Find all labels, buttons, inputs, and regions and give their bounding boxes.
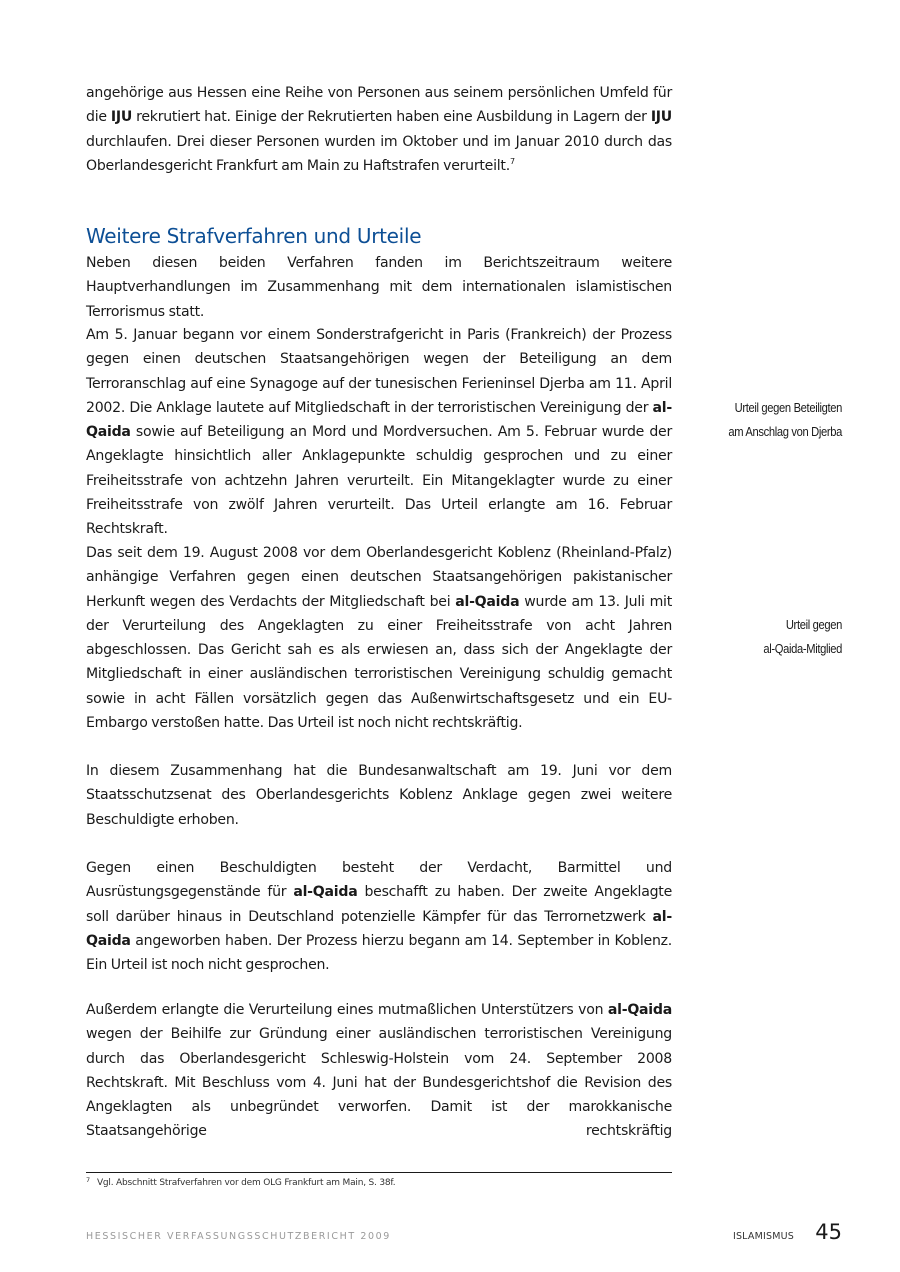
page-number: 45 [815,1220,842,1244]
margin-note-djerba: Urteil gegen Beteiligten am Anschlag von Djerba [728,400,842,439]
paragraph-beschuldigte: Gegen einen Beschuldigten besteht der Verdacht, Barmittel und Ausrüstungsgegenstände für al-Qaida beschafft zu haben. Der zweite Angeklagte soll darüber hinaus in Deutschland potenzielle Kämpfer für das Terrornetzwerk al-Qaida angeworben haben. Der Prozess hierzu begann am 14. September in Koblenz. Ein Urteil ist noch nicht gesprochen. [86,860,672,974]
paragraph-bundesanwaltschaft: In diesem Zusammenhang hat die Bundesanwaltschaft am 19. Juni vor dem Staatsschutzsenat des Oberlandesgerichts Koblenz Anklage gegen zwei weitere Beschuldigte erhoben. [86,763,672,828]
paragraph-djerba: Am 5. Januar begann vor einem Sonderstrafgericht in Paris (Frankreich) der Prozess gegen einen deutschen Staatsangehörigen wegen der Beteiligung an dem Terroranschlag auf eine Synagoge auf der tunesischen Ferieninsel Djerba am 11. April 2002. Die Anklage lautete auf Mitgliedschaft in der terroristischen Vereinigung der al-Qaida sowie auf Beteiligung an Mord und Mordversuchen. Am 5. Februar wurde der Angeklagte hinsichtlich aller Anklagepunkte schuldig gesprochen und zu einer Freiheitsstrafe von achtzehn Jahren verurteilt. Ein Mitangeklagter wurde zu einer Freiheitsstrafe von zwölf Jahren verurteilt. Das Urteil erlangte am 16. Februar Rechtskraft. [86,327,672,538]
footnote [86,1176,395,1188]
intro-paragraph: angehörige aus Hessen eine Reihe von Personen aus seinem persönlichen Umfeld für die IJU rekrutiert hat. Einige der Rekrutierten haben eine Ausbildung in Lagern der IJU durchlaufen. Drei dieser Personen wurden im Oktober und im Januar 2010 durch das Oberlandesgericht Frankfurt am Main zu Haftstrafen verurteilt.$^7$ [86,85,672,174]
footnote-number: 7 [86,1176,90,1184]
paragraph-intro-hauptverhandlungen: Neben diesen beiden Verfahren fanden im Berichtszeitraum weitere Hauptverhandlungen im Zusammenhang mit dem internationalen islamistischen Terrorismus statt. [86,255,672,320]
org-iju: IJU [110,109,133,126]
org-al-qaida: al-Qaida [607,1002,672,1018]
org-al-qaida: al-Qaida [293,884,358,901]
section-heading: Weitere Strafverfahren und Urteile [86,224,422,248]
paragraph-koblenz-verfahren: Das seit dem 19. August 2008 vor dem Oberlandesgericht Koblenz (Rheinland-Pfalz) anhängige Verfahren gegen einen deutschen Staatsangehörigen pakistanischer Herkunft wegen des Verdachts der Mitgliedschaft bei al-Qaida wurde am 13. Juli mit der Verurteilung des Angeklagten zu einer Freiheitsstrafe von acht Jahren abgeschlossen. Das Gericht sah es als erwiesen an, dass sich der Angeklagte der Mitgliedschaft in einer ausländischen terroristischen Vereinigung schuldig gemacht sowie in acht Fällen vorsätzlich gegen das Außenwirtschaftsgesetz und ein EU-Embargo verstoßen hatte. Das Urteil ist noch nicht rechtskräftig. [86,545,672,732]
org-iju: IJU [650,109,672,126]
footer-publication-title: HESSISCHER VERFASSUNGSSCHUTZBERICHT 2009 [86,1231,391,1242]
footnote-divider [86,1172,672,1173]
footer-section-label: ISLAMISMUS [732,1231,794,1242]
footnote-text: Vgl. Abschnitt Strafverfahren vor dem OLG Frankfurt am Main, S. 38f. [96,1178,396,1188]
org-al-qaida: al-Qaida [86,908,672,949]
margin-note-al-qaida-mitglied: Urteil gegen al-Qaida-Mitglied [763,617,842,656]
org-al-qaida: al-Qaida [86,399,672,441]
org-al-qaida: al-Qaida [455,593,520,610]
paragraph-schleswig-holstein: Außerdem erlangte die Verurteilung eines mutmaßlichen Unterstützers von al-Qaida wegen der Beihilfe zur Gründung einer ausländischen terroristischen Vereinigung durch das Oberlandesgericht Schleswig-Holstein vom 24. September 2008 Rechtskraft. Mit Beschluss vom 4. Juni hat der Bundesgerichtshof die Revision des Angeklagten als unbegründet verworfen. Damit ist der marokkanische Staatsangehörige rechtskräftig [86,1002,672,1140]
footnote-ref: 7 [509,156,515,166]
